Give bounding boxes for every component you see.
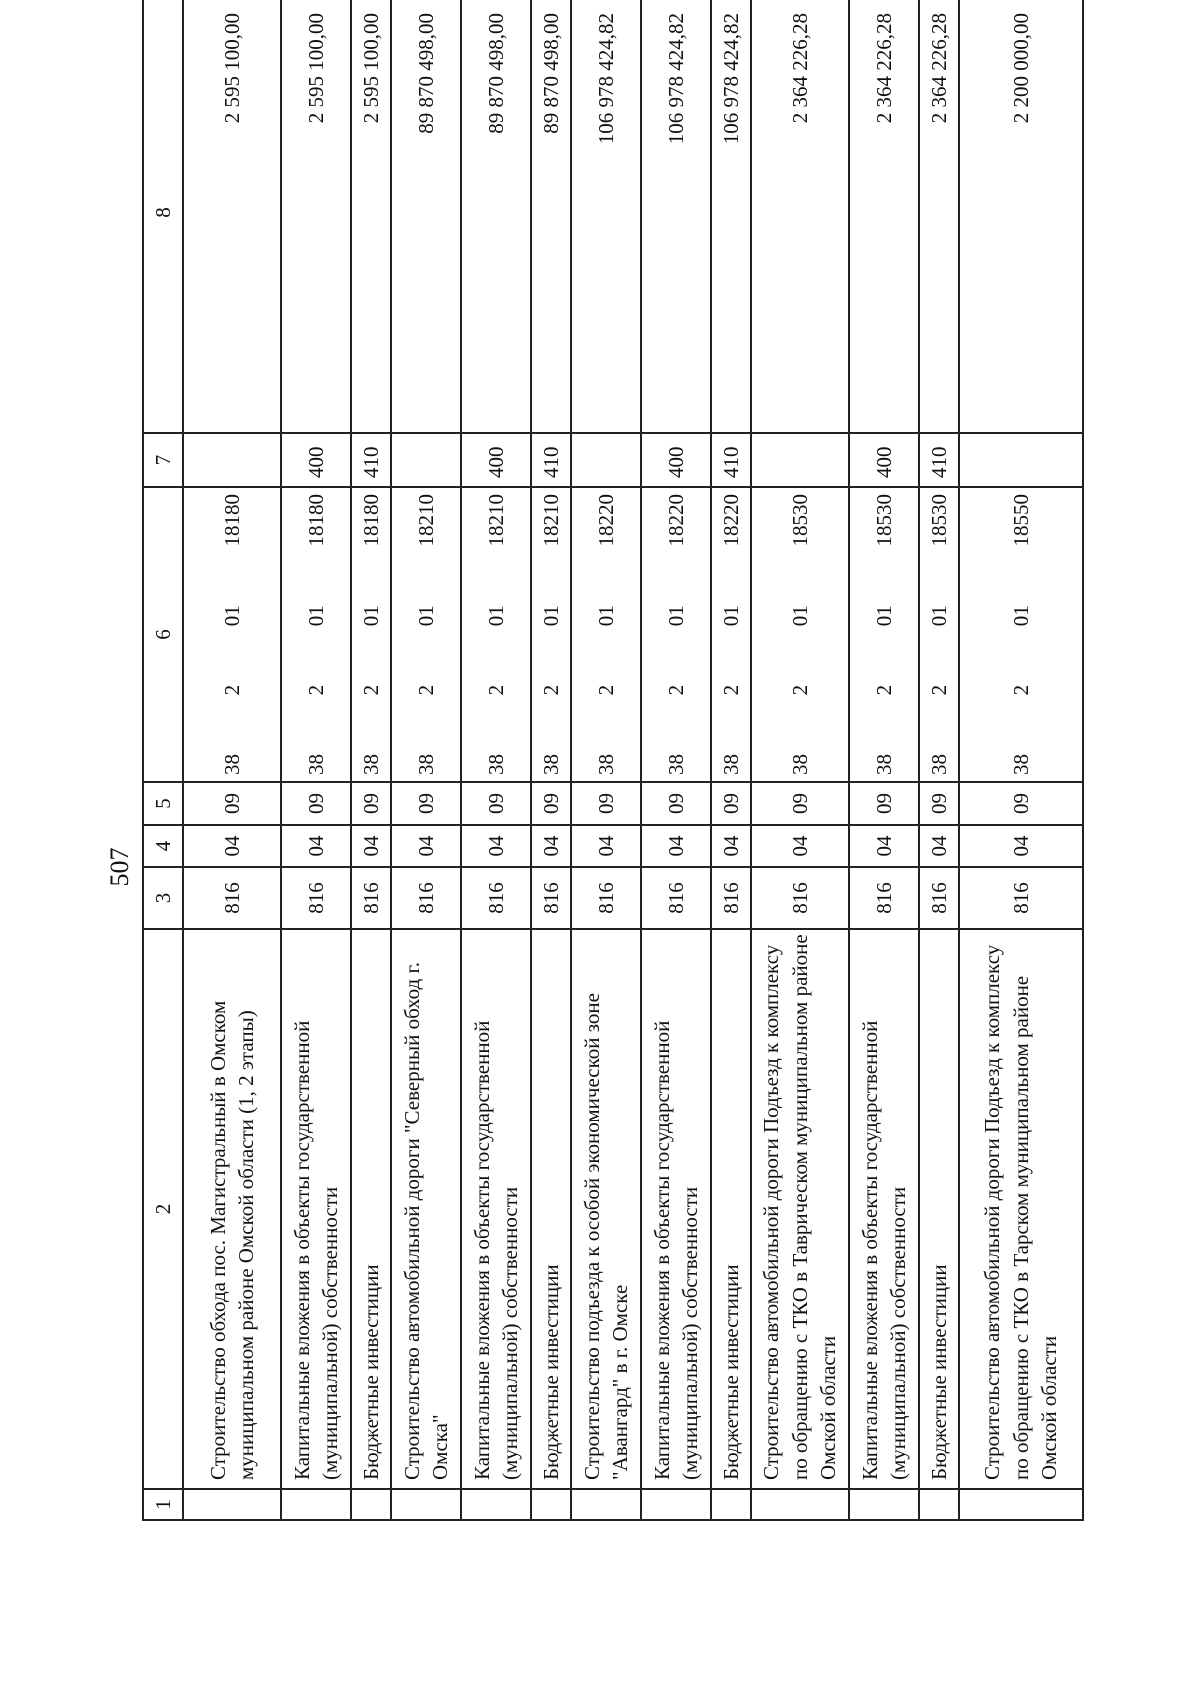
section-code-cell: 04 (641, 825, 711, 867)
section-code-cell: 04 (751, 825, 849, 867)
item-name-cell: Строительство автомобильной дороги Подъезд к комплексу по обращению с ТКО в Тарском муниципальном районе Омской области (959, 929, 1083, 1489)
subsection-code-cell: 09 (183, 782, 281, 825)
item-name-cell: Строительство автомобильной дороги "Северный обход г. Омска" (391, 929, 461, 1489)
section-code-cell: 04 (571, 825, 641, 867)
target-article-part: 18210 (413, 494, 438, 547)
target-article-cell (281, 487, 351, 782)
section-code-cell: 04 (461, 825, 531, 867)
ministry-code-cell: 816 (919, 867, 959, 929)
expense-type-cell (751, 433, 849, 487)
subsection-code-cell: 09 (751, 782, 849, 825)
target-article-code (302, 494, 330, 775)
target-article-cell (751, 487, 849, 782)
item-name-cell: Строительство подъезда к особой экономической зоне "Авангард" в г. Омске (571, 929, 641, 1489)
section-code-cell: 04 (281, 825, 351, 867)
target-article-part: 18220 (593, 494, 618, 547)
target-article-part: 2 (538, 684, 563, 696)
target-article-part: 2 (1008, 684, 1033, 696)
table-row (571, 0, 641, 1520)
ministry-code-cell: 816 (641, 867, 711, 929)
section-code-cell: 04 (959, 825, 1083, 867)
section-code-cell: 04 (531, 825, 571, 867)
row-number-cell (919, 1489, 959, 1520)
budget-table (142, 0, 1084, 1521)
section-code-cell: 04 (391, 825, 461, 867)
table-row (281, 0, 351, 1520)
item-name-cell: Капитальные вложения в объекты государственной (муниципальной) собственности (641, 929, 711, 1489)
table-row (959, 0, 1083, 1520)
target-article-cell (531, 487, 571, 782)
subsection-code-cell: 09 (919, 782, 959, 825)
amount-cell: 2 595 100,00 (351, 0, 391, 433)
item-name-cell: Капитальные вложения в объекты государственной (муниципальной) собственности (461, 929, 531, 1489)
target-article-cell (849, 487, 919, 782)
page-number: 507 (105, 847, 134, 887)
expense-type-cell: 410 (531, 433, 571, 487)
ministry-code-cell: 816 (959, 867, 1083, 929)
target-article-part: 38 (483, 754, 508, 775)
amount-cell: 89 870 498,00 (461, 0, 531, 433)
table-row (641, 0, 711, 1520)
item-name-cell: Бюджетные инвестиции (351, 929, 391, 1489)
amount-cell: 2 364 226,28 (849, 0, 919, 433)
ministry-code-cell: 816 (391, 867, 461, 929)
row-number-cell (641, 1489, 711, 1520)
subsection-code-cell: 09 (959, 782, 1083, 825)
expense-type-cell: 400 (849, 433, 919, 487)
target-article-code (717, 494, 745, 775)
table-header-row (143, 0, 183, 1520)
target-article-part: 01 (787, 605, 812, 627)
row-number-cell (281, 1489, 351, 1520)
header-cell: 5 (143, 782, 183, 825)
target-article-part: 2 (358, 684, 383, 696)
ministry-code-cell: 816 (751, 867, 849, 929)
expense-type-cell: 400 (281, 433, 351, 487)
target-article-part: 18180 (219, 494, 244, 547)
amount-cell: 2 200 000,00 (959, 0, 1083, 433)
target-article-code (592, 494, 620, 775)
section-code-cell: 04 (183, 825, 281, 867)
target-article-cell (641, 487, 711, 782)
header-cell: 7 (143, 433, 183, 487)
subsection-code-cell: 09 (641, 782, 711, 825)
target-article-part: 18180 (358, 494, 383, 547)
header-cell: 1 (143, 1489, 183, 1520)
subsection-code-cell: 09 (461, 782, 531, 825)
target-article-cell (461, 487, 531, 782)
target-article-part: 38 (593, 754, 618, 775)
target-article-part: 2 (593, 684, 618, 696)
row-number-cell (183, 1489, 281, 1520)
item-name-cell: Бюджетные инвестиции (711, 929, 751, 1489)
target-article-part: 01 (593, 605, 618, 627)
expense-type-cell: 410 (919, 433, 959, 487)
target-article-part: 2 (483, 684, 508, 696)
row-number-cell (959, 1489, 1083, 1520)
subsection-code-cell: 09 (281, 782, 351, 825)
target-article-code (870, 494, 898, 775)
section-code-cell: 04 (919, 825, 959, 867)
row-number-cell (849, 1489, 919, 1520)
item-name-cell: Капитальные вложения в объекты государственной (муниципальной) собственности (849, 929, 919, 1489)
ministry-code-cell: 816 (351, 867, 391, 929)
row-number-cell (391, 1489, 461, 1520)
target-article-part: 38 (787, 754, 812, 775)
target-article-part: 01 (1008, 605, 1033, 627)
ministry-code-cell: 816 (711, 867, 751, 929)
target-article-part: 38 (413, 754, 438, 775)
row-number-cell (571, 1489, 641, 1520)
target-article-part: 18530 (871, 494, 896, 547)
target-article-part: 18180 (303, 494, 328, 547)
table-row (461, 0, 531, 1520)
target-article-cell (919, 487, 959, 782)
target-article-part: 18220 (718, 494, 743, 547)
target-article-code (482, 494, 510, 775)
item-name-cell: Строительство автомобильной дороги Подъезд к комплексу по обращению с ТКО в Таврическом муниципальном районе Омской области (751, 929, 849, 1489)
target-article-part: 01 (663, 605, 688, 627)
ministry-code-cell: 816 (571, 867, 641, 929)
expense-type-cell (391, 433, 461, 487)
target-article-part: 38 (303, 754, 328, 775)
table-row (391, 0, 461, 1520)
target-article-part: 2 (663, 684, 688, 696)
amount-cell: 89 870 498,00 (391, 0, 461, 433)
target-article-part: 38 (358, 754, 383, 775)
subsection-code-cell: 09 (391, 782, 461, 825)
target-article-cell (959, 487, 1083, 782)
target-article-code (925, 494, 953, 775)
target-article-part: 01 (358, 605, 383, 627)
target-article-part: 01 (413, 605, 438, 627)
section-code-cell: 04 (711, 825, 751, 867)
expense-type-cell: 410 (351, 433, 391, 487)
table-row (751, 0, 849, 1520)
header-cell: 3 (143, 867, 183, 929)
target-article-code (537, 494, 565, 775)
expense-type-cell: 400 (461, 433, 531, 487)
target-article-cell (571, 487, 641, 782)
table-row (183, 0, 281, 1520)
amount-cell: 106 978 424,82 (641, 0, 711, 433)
expense-type-cell: 400 (641, 433, 711, 487)
amount-cell: 2 595 100,00 (183, 0, 281, 433)
target-article-part: 38 (538, 754, 563, 775)
target-article-cell (183, 487, 281, 782)
target-article-part: 38 (871, 754, 896, 775)
header-cell: 4 (143, 825, 183, 867)
amount-cell: 2 364 226,28 (751, 0, 849, 433)
item-name-cell: Капитальные вложения в объекты государственной (муниципальной) собственности (281, 929, 351, 1489)
row-number-cell (351, 1489, 391, 1520)
target-article-part: 38 (926, 754, 951, 775)
subsection-code-cell: 09 (571, 782, 641, 825)
target-article-part: 2 (219, 684, 244, 696)
header-cell: 6 (143, 487, 183, 782)
row-number-cell (751, 1489, 849, 1520)
ministry-code-cell: 816 (849, 867, 919, 929)
amount-cell: 89 870 498,00 (531, 0, 571, 433)
target-article-part: 38 (718, 754, 743, 775)
row-number-cell (461, 1489, 531, 1520)
target-article-part: 2 (718, 684, 743, 696)
target-article-part: 18530 (926, 494, 951, 547)
subsection-code-cell: 09 (849, 782, 919, 825)
target-article-cell (711, 487, 751, 782)
subsection-code-cell: 09 (711, 782, 751, 825)
ministry-code-cell: 816 (461, 867, 531, 929)
target-article-code (662, 494, 690, 775)
target-article-part: 01 (538, 605, 563, 627)
target-article-cell (351, 487, 391, 782)
target-article-part: 2 (926, 684, 951, 696)
table-row (919, 0, 959, 1520)
amount-cell: 106 978 424,82 (711, 0, 751, 433)
target-article-part: 38 (663, 754, 688, 775)
target-article-part: 2 (303, 684, 328, 696)
section-code-cell: 04 (351, 825, 391, 867)
target-article-part: 01 (483, 605, 508, 627)
table-row (531, 0, 571, 1520)
target-article-code (412, 494, 440, 775)
target-article-part: 18530 (787, 494, 812, 547)
header-cell: 2 (143, 929, 183, 1489)
target-article-part: 01 (303, 605, 328, 627)
subsection-code-cell: 09 (531, 782, 571, 825)
item-name-cell: Строительство обхода пос. Магистральный в Омском муниципальном районе Омской области (1, 2 этапы) (183, 929, 281, 1489)
target-article-part: 01 (219, 605, 244, 627)
target-article-part: 18220 (663, 494, 688, 547)
ministry-code-cell: 816 (531, 867, 571, 929)
item-name-cell: Бюджетные инвестиции (531, 929, 571, 1489)
amount-cell: 2 595 100,00 (281, 0, 351, 433)
target-article-part: 01 (926, 605, 951, 627)
table-row (711, 0, 751, 1520)
target-article-code (786, 494, 814, 775)
ministry-code-cell: 816 (183, 867, 281, 929)
target-article-code (1007, 494, 1035, 775)
item-name-cell: Бюджетные инвестиции (919, 929, 959, 1489)
target-article-part: 18210 (483, 494, 508, 547)
subsection-code-cell: 09 (351, 782, 391, 825)
row-number-cell (711, 1489, 751, 1520)
table-row (849, 0, 919, 1520)
target-article-part: 2 (871, 684, 896, 696)
amount-cell: 2 364 226,28 (919, 0, 959, 433)
row-number-cell (531, 1489, 571, 1520)
target-article-code (218, 494, 246, 775)
expense-type-cell (571, 433, 641, 487)
target-article-part: 01 (718, 605, 743, 627)
target-article-part: 18210 (538, 494, 563, 547)
target-article-part: 2 (413, 684, 438, 696)
target-article-part: 38 (219, 754, 244, 775)
expense-type-cell: 410 (711, 433, 751, 487)
expense-type-cell (959, 433, 1083, 487)
target-article-code (357, 494, 385, 775)
table-row (351, 0, 391, 1520)
section-code-cell: 04 (849, 825, 919, 867)
expense-type-cell (183, 433, 281, 487)
ministry-code-cell: 816 (281, 867, 351, 929)
target-article-part: 2 (787, 684, 812, 696)
target-article-cell (391, 487, 461, 782)
target-article-part: 18550 (1008, 494, 1033, 547)
target-article-part: 01 (871, 605, 896, 627)
target-article-part: 38 (1008, 754, 1033, 775)
amount-cell: 106 978 424,82 (571, 0, 641, 433)
header-cell: 8 (143, 0, 183, 433)
